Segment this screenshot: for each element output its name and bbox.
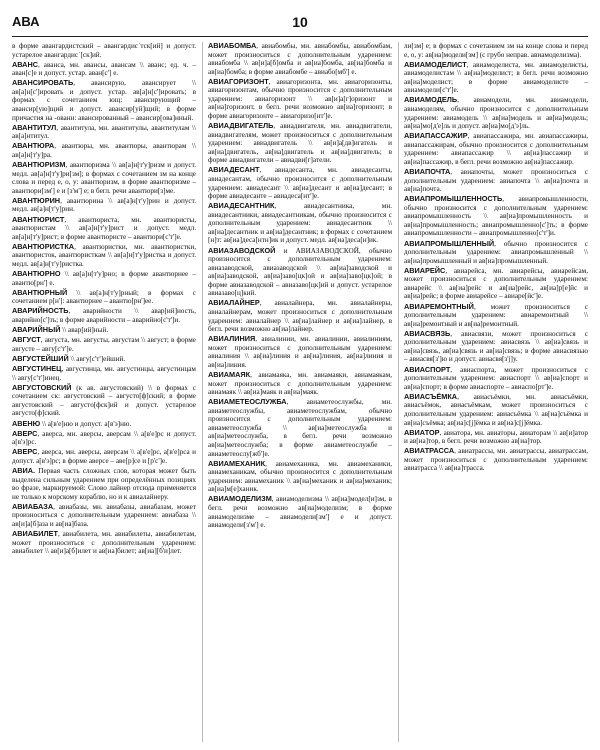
dictionary-entry [404,393,588,427]
entry-text: , авиасъёмки, мн. авиасъёмки, авиасъёмок, авиасъёмкам, может произноситься с дополнительным ударением: авиасъёмка \\ ав[иа]съёмка и ав[иа]съёмка; ав[иа]с[j]ёмка и ав[иа]с[j]ёмка. [404,392,588,427]
entry-text: \\ а[в'е]ню и допуст. а[в'э]ню. [40,419,132,428]
entry-headword: АВЕРС [12,447,38,457]
entry-text: , авиагоризонта, мн. авиагоризонты, авиагоризонтам, обычно произносится с дополнительным ударением: авиагоризонт \\ ав[и]а[г]оризонт и ав[иа]горизонт, в бегл. речи возможно ав[иа]горизонт; в форме авиагоризонте – авиагоризо[нт']е. [208,77,392,120]
dictionary-entry [208,202,392,245]
entry-text: , авиаметеослужбы, мн. авиаметеослужбы, авиаметеослужбам, обычно произносится с дополнительным ударением: авиаметеослужба \\ ав[иа]метеослужба и ав[иа]метеослужба, в бегл. речи возможно ав[иа]метеослужба; в форме авиаметеослужбе – авиаметеослу[жб']е. [208,398,392,458]
entry-text: , августа, мн. августы, августам \\ август; в форме августе – авгу[с'т']е. [12,336,196,353]
entry-headword: АВАНТЮРНО [12,269,61,279]
entry-headword: АВАРИЙНЫЙ [12,325,61,335]
dictionary-entry [12,430,196,447]
entry-headword: АВИАМОДЕЛИЗМ [208,494,272,504]
entry-headword: АВАНТЮРНЫЙ [12,287,68,297]
dictionary-entry [208,371,392,397]
entry-headword: АВИАДЕСАНТНИК [208,201,275,211]
entry-headword: АВИАСВЯЗЬ [404,328,451,338]
running-head-word: АВА [12,14,40,29]
dictionary-entry [208,166,392,200]
entry-headword: АВАНТЮРИСТКА [12,241,75,251]
dictionary-entry [208,78,392,121]
entry-headword: АВГУСТОВСКИЙ [12,382,72,392]
entry-headword: АВИАДВИГАТЕЛЬ [208,121,274,131]
dictionary-entry [12,365,196,382]
dictionary-entry [208,495,392,529]
dictionary-entry [12,142,196,159]
entry-text: Первая часть сложных слов, которая может быть выделена сильным ударением при определённых позициях во фразе, маркируемой: Слово лайнер отсюда применяется не только к морскому кораблю, но и к авиалайнеру. [12,467,196,501]
entry-headword: АВИАМАЯК [208,369,251,379]
entry-text: \\ авар[ий]ный. [60,326,109,335]
dictionary-columns [12,42,588,742]
dictionary-entry [404,195,588,238]
dictionary-entry [404,132,588,166]
entry-headword: АВИАМОДЕЛИСТ [404,59,467,69]
entry-headword: АВИАРЕМОНТНЫЙ [404,301,474,311]
dictionary-entry [12,197,196,214]
dictionary-entry [208,460,392,494]
entry-text: и АВИАЗАВОДСКОЙ, обычно произносится с дополнительным ударением: авиазаводской, авиазаводской \\ ав[иа]заводской и ав[иа]заводской, ав[иа]заво[цк]ой и ав[иа]заво[цк]ой; в форме авиазаводской – авиазаво[цк]ий и допуст. устарелое авиазаво[ц]кий. [208,246,392,298]
entry-text: , аванса, мн. авансы, авансам \\ аванс; ед. ч. – аван[с]е и допуст. устар. аван[с'] е. [12,60,196,78]
dictionary-entry [208,398,392,458]
entry-headword: АВАНТЮРИН [12,195,61,205]
entry-text: , авантитула, мн. авантитулы, авантитулам \\ ав[а]нтитул. [12,123,196,141]
entry-headword: АВАНТИТУЛ [12,122,57,132]
dictionary-entry [404,330,588,364]
entry-headword: АВАНТЮРА [12,141,55,151]
entry-text: , авиабомбы, мн. авиабомбы, авиабомбам, может произноситься с дополнительным ударением: авиабомба \\ ав[и]а[б]омба и ав[иа]бомба, ав[иа]бомба и ав[иа]бомба; в форме авиабомбе – авиабо[мб'] е. [208,42,392,76]
entry-headword: АВИАПАССАЖИР [404,131,468,141]
dictionary-entry [12,289,196,306]
page-number: 10 [292,14,308,30]
dictionary-entry [404,168,588,194]
dictionary-entry [404,366,588,392]
column-middle [202,42,392,742]
entry-headword: АВИАЛИНИЯ [208,334,256,344]
entry-text: , аверса, мн. аверсы, аверсам \\ а[в'е]рс и допуст. а[в'э]рс. [12,429,196,447]
dictionary-entry [404,447,588,473]
entry-text: , авиалайнера, мн. авиалайнеры, авиалайнерам, может произноситься с дополнительным ударением: авиалайнер \\ ав[иа]лайнер и ав[иа]лайнер, в бегл. речи возможно ав[иа]лайнер. [208,299,392,334]
dictionary-entry [12,503,196,529]
entry-headword: АВАНТЮРИСТ [12,214,65,224]
dictionary-entry [208,335,392,369]
entry-headword: АВИАМОДЕЛЬ [404,95,458,105]
entry-headword: АВИАБАЗА [12,501,54,511]
entry-text: , авантюризма \\ ав[а]н[т'у]ризм и допуст. медл. ав[а]н[т'у]ри[зм]; в формах с сочетанием зм на конце слова и перед е, о, у: авантюризм, в форме авантюризме – авантюри[зм'] е и [з'м'] е; в бегл. речи авантюри[з]ме. [12,161,196,195]
dictionary-entry [12,216,196,242]
entry-headword: АВИАБОМБА [208,42,257,50]
dictionary-entry [12,448,196,465]
entry-text: , авиамодели, мн. авиамодели, авиамоделям, обычно произносится с дополнительным ударением: авиамодель \\ ав[иа]модель и ав[иа]модель; ав[иа]мо[д'е]ль и допуст. ав[иа]мо[д'э]ль. [404,96,588,131]
entry-headword: АВИА. [12,466,36,476]
entry-headword: АВИАЗАВОДСКОЙ [208,245,276,255]
dictionary-entry [12,61,196,78]
dictionary-entry [12,530,196,556]
entry-headword: АВИАПРОМЫШЛЕННЫЙ [404,238,495,248]
entry-text: , авантюры, мн. авантюры, авантюрам \\ ав[а]н[т'у]ра. [12,142,196,159]
entry-text: , авиапочты, может произноситься с дополнительным ударением: авиапочта \\ ав[иа]почта и ав[иа]почта. [404,168,588,194]
entry-text: в форме авангардистский – авангардисˈтск[ий] и допуст. устарелое авангардисˈ[ск]ий. [12,42,196,59]
entry-text: , авиамаяка, мн. авиамаяки, авиамаякам, может произноситься с дополнительным ударением: авиамаяк \\ ав[иа]маяк и ав[иа]маяк. [208,370,392,397]
dictionary-entry [404,429,588,446]
dictionary-entry [208,122,392,165]
dictionary-entry [404,267,588,301]
entry-headword: АВИАМЕХАНИК [208,458,266,468]
entry-text: , авиадвигателя, мн. авиадвигатели, авиадвигателям, может произноситься с дополнительным ударением: авиадвигатель \\ ав[и]а[дв]игатель и ав[иа]двигатель, ав[иа]двигатель и ав[иа]двигатель; в форме авиадвигатели – авиадви[г]атели. [208,122,392,165]
entry-headword: АВИАРЕЙС [404,265,446,275]
dictionary-entry [12,79,196,122]
entry-headword: АВАНТЮРИЗМ [12,160,66,170]
entry-text: , авиадесантника, мн. авиадесантники, авиадесантникам, обычно произносится с дополнительным ударением: авиадесантник \\ ав[иа]десантник и ав[иа]десантник; в формах с сочетанием [н]т: ав[иа]деса[нтн]ик и допуст. медл. ав[иа]деса[н]ик. [208,202,392,245]
entry-headword: АВИАГОРИЗОНТ [208,76,269,86]
entry-headword: АВИАТОР [404,427,440,437]
entry-text: ли[зм] е; в формах с сочетанием зм на конце слова и перед е, о, у: ав[иа]модели[зм] (с грубо неправ. авиамоделизма). [404,42,588,59]
entry-headword: АВАНС [12,59,38,69]
dictionary-entry [404,42,588,59]
dictionary-entry [208,42,392,76]
column-right [398,42,588,742]
dictionary-entry [12,42,196,59]
entry-text: , аварийности \\ авар[ий]ность, аварийно[с']ть; в форме аварийности – аварийно[с'т']и. [12,307,196,324]
entry-headword: АВИАПОЧТА [404,167,451,177]
entry-text: \\ ав[а]н[т'у]рно; в форме авантюрнее – авантю[рн'] е. [12,270,196,287]
dictionary-entry [12,420,196,429]
entry-text: , авиарейса, мн. авиарейсы, авиарейсам, может произноситься с дополнительным ударением: авиарейс \\ ав[иа]рейс и ав[иа]рейс, ав[иа]р[е]йс и ав[иа]рейс; в форме авиарейсе – авиаре[йс']е. [404,266,588,301]
entry-headword: АВИАБИЛЕТ [12,529,58,539]
entry-headword: АВИАМЕТЕОСЛУЖБА [208,397,287,407]
dictionary-entry [12,307,196,324]
dictionary-entry [404,240,588,266]
entry-text: , авиамоделиста, мн. авиамоделисты, авиамоделистам \\ ав[иа]моделист; в бегл. речи возможно ав[иа]моделист; в форме авиамоделисте – авиамодели[с'т']е. [404,60,588,95]
column-left [12,42,196,742]
entry-text: , аверса, мн. аверсы, аверсам \\ а[в'е]рс, а[в'е]рса и допуст. а[в'э]рс; в форме аверсе – аве[р]се и [р'с']е. [12,448,196,465]
entry-text: (к ав. августовский) \\ в формах с сочетанием ск: августовский – августо[ф]ский; в форме августовский – августо[фск]ий и допуст. устарелое августо[ф]ский. [12,383,196,418]
entry-headword: АВЕРС [12,428,38,438]
entry-text: , авиамоделизма \\ ав[иа]модел[и]зм, в бегл. речи возможно ав[иа]моделизм; в форме авиамоделизме – авиамодели[зм'] е и допуст. авиамодели[з'м'] е. [208,495,392,530]
entry-headword: АВИАДЕСАНТ [208,165,260,175]
entry-text: , авиатрассы, мн. авиатрассы, авиатрассам, может произноситься с дополнительным ударением: авиатрасса \\ ав[иа]трасса. [404,447,588,473]
entry-text: , авансирую, авансирует \\ ав[а]н[с']ировать и допуст. устар. ав[а]н[с']ировать; в формах с сочетанием ющ: авансирующий – авансир[ую]щий и допуст. авансир[уй]щий; в форме причастия на -ованн: авансированный – авансир[ова]нный. [12,79,196,122]
dictionary-entry [12,467,196,501]
entry-headword: АВИАЛАЙНЕР [208,298,260,308]
entry-headword: АВИАСЪЁМКА [404,391,458,401]
page-header [12,14,588,37]
dictionary-entry [404,96,588,130]
entry-text: , авиатора, мн. авиаторы, авиаторам \\ ав[и]атор и ав[иа]тор, в бегл. речи возможно ав[иа]тор. [404,428,588,446]
entry-headword: АВАРИЙНОСТЬ [12,306,69,316]
entry-headword: АВИАСПОРТ [404,364,451,374]
entry-text: , авантюристки, мн. авантюристки, авантюристок, авантюристкам \\ ав[а]н[т'у]ристка и допуст. медл. ав[а]н[т'у]ристка. [12,242,196,268]
entry-text: , авиасвязи, может произноситься с дополнительным ударением: авиасвязь \\ ав[иа]связь и ав[иа]связь, ав[иа]связь и ав[иа]связь; в форме авиасвязью – авиасвя[з']ю и допуст. авиасвя[з'j]у. [404,329,588,364]
dictionary-entry [12,243,196,269]
entry-headword: АВЕНЮ [12,418,41,428]
entry-headword: АВГУСТИНЕЦ [12,364,62,374]
entry-headword: АВАНСИРОВАТЬ [12,78,74,88]
entry-text: , авиадесанта, мн. авиадесанты, авиадесантам, обычно произносится с дополнительным ударением: авиадесант \\ ав[иа]десант и ав[иа]десант; в форме авиадесанте – авиадеса[нт']е. [208,166,392,201]
dictionary-entry [12,355,196,364]
entry-text: , августинца, мн. августинцы, августинцам \\ авгу[с'т']инец. [12,365,196,382]
entry-text: , авиабазы, мн. авиабазы, авиабазам, может произноситься с дополнительным ударением: авиабаза \\ ав[и]а[б]аза и ав[иа]база. [12,502,196,528]
dictionary-entry [208,299,392,333]
dictionary-entry [12,124,196,141]
entry-text: , авиапромышленности, обычно произносится с дополнительным ударением: авиапромышленность \\ ав[иа]промышленность и ав[иа]промышленность; авиапромышленно[с']ть; в форме авиапромышленности – авиапромышленно[с'т']и. [404,195,588,238]
entry-text: , авиабилета, мн. авиабилеты, авиабилетам, может произноситься с дополнительным ударением: авиабилет \\ ав[и]а[б]илет и ав[иа]билет; ав[иа][б'и]лет. [12,530,196,556]
dictionary-entry [404,303,588,329]
dictionary-entry [12,384,196,418]
dictionary-entry [404,61,588,95]
dictionary-entry [12,336,196,353]
entry-text: , авантюрина \\ ав[а]н[т'у]рин и допуст. медл. ав[а]н[т'у]рин. [12,196,196,214]
dictionary-entry [12,326,196,335]
entry-headword: АВИАПРОМЫШЛЕННОСТЬ [404,194,503,204]
dictionary-entry [12,270,196,287]
dictionary-entry [208,247,392,298]
entry-text: , может произноситься с дополнительным ударением: авиаремонтный \\ ав[иа]ремонтный и ав[иа]ремонтный. [404,302,588,328]
entry-text: , авиалинии, мн. авиалинии, авиалиниям, может произноситься с дополнительным ударением: авиалиния \\ ав[иа]линия и ав[иа]линия, ав[иа]линия и ав[иа]линия. [208,335,392,369]
entry-headword: АВГУСТЕЙШИЙ [12,353,69,363]
entry-headword: АВГУСТ [12,335,41,345]
entry-text: , авиамеханика, мн. авиамеханики, авиамеханикам, обычно произносится с дополнительным ударением: авиамеханик \\ ав[иа]механик и ав[иа]механик; ав[иа]м[е]ханик. [208,459,392,494]
dictionary-entry [12,161,196,195]
entry-text: \\ авгу[с'т']ейший. [68,354,126,363]
entry-text: , авиаспорта, может произноситься с дополнительным ударением: авиаспорт \\ ав[иа]спорт и ав[иа]спорт; в форме авиаспорте – авиаспо[рт']е. [404,365,588,391]
entry-text: \\ ав[а]н[т'у]рный; в формах с сочетанием р[н']: авантюрнее – авантю[рн']ее. [12,288,196,306]
entry-headword: АВИАТРАССА [404,446,455,456]
entry-text: , обычно произносится с дополнительным ударением: авиапромышленный \\ ав[иа]промышленный и ав[иа]промышленный. [404,239,588,265]
entry-text: , авантюриста, мн. авантюристы, авантюристам \\ ав[а]н[т'у]рист и допуст. медл. ав[а]н[т'у]рист; в форме авантюристе – авантюри[с'т']е. [12,215,196,241]
entry-text: , авиапассажира, мн. авиапассажиры, авиапассажирам, обычно произносится с дополнительным ударением: авиапассажир \\ ав[иа]пассажир и ав[иа]пассажир, в бегл. речи возможно ав[иа]пассажир. [404,132,588,166]
